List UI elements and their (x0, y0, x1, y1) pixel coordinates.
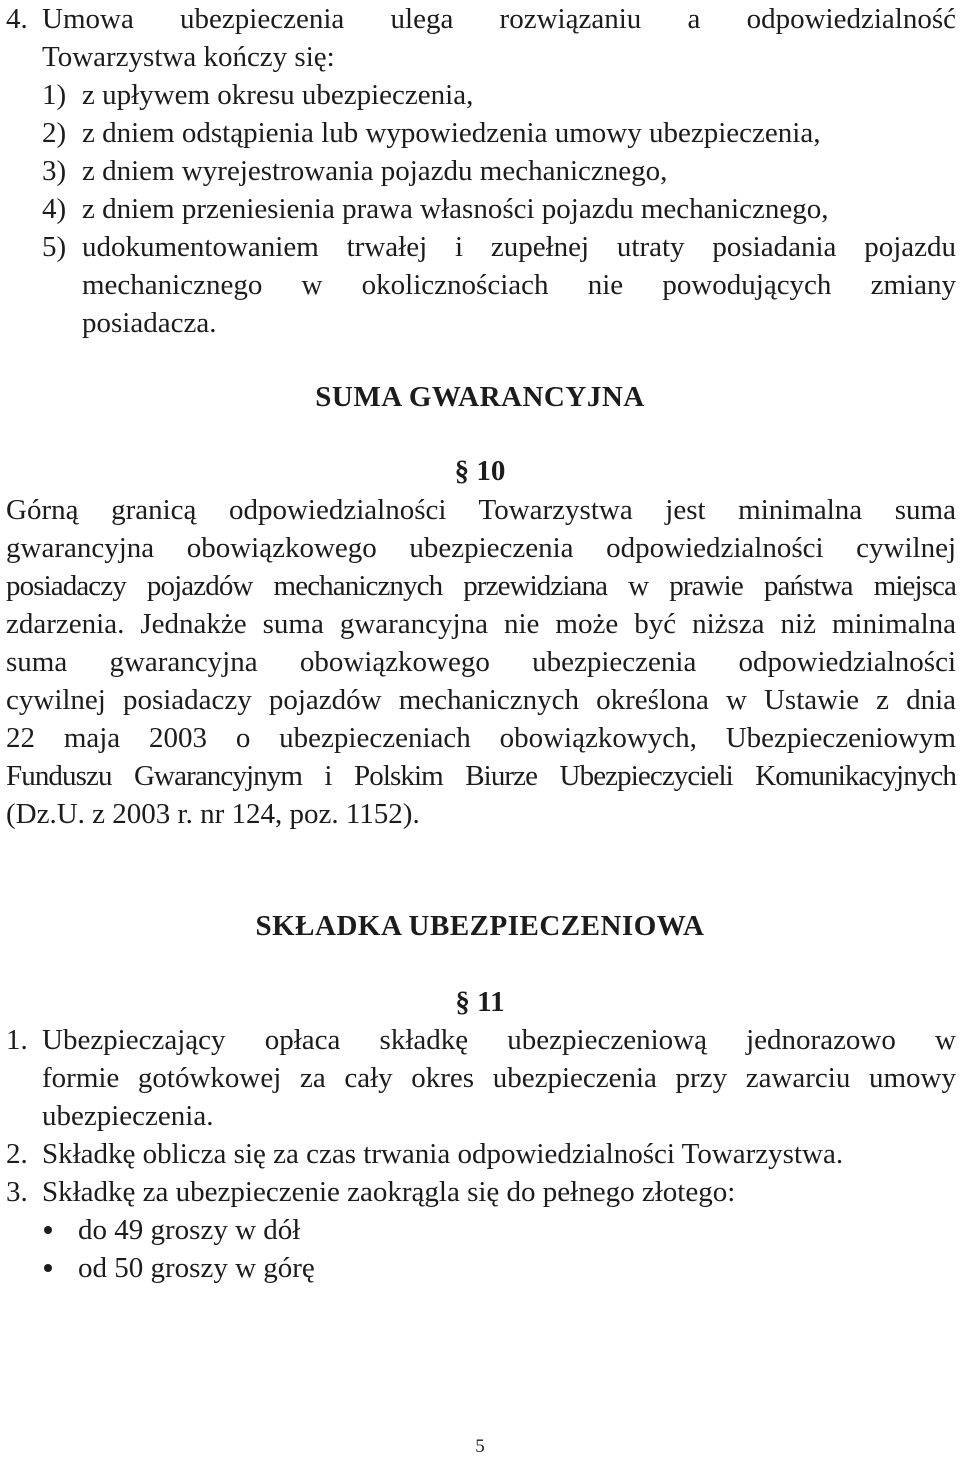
body-line: 22 maja 2003 o ubezpieczeniach obowiązkowych, Ubezpieczeniowym (6, 722, 956, 754)
subitem-5 (42, 228, 956, 342)
numbered-item-line: Ubezpieczający opłaca składkę ubezpieczeniową jednorazowo w (42, 1024, 956, 1056)
body-line: suma gwarancyjna obowiązkowego ubezpieczenia odpowiedzialności (6, 646, 956, 678)
numbered-item-line: ubezpieczenia. (42, 1100, 214, 1132)
item-4-first-line (6, 0, 956, 38)
bullet-dot-icon (44, 1264, 52, 1272)
numbered-item-line: formie gotówkowej za cały okres ubezpieczenia przy zawarciu umowy (42, 1062, 956, 1094)
numbered-item-label: 1. (6, 1024, 28, 1056)
body-line: gwarancyjna obowiązkowego ubezpieczenia odpowiedzialności cywilnej (6, 532, 956, 564)
subitem-text: z dniem wyrejestrowania pojazdu mechanicznego, (82, 155, 668, 187)
bullet-item-1 (42, 1211, 956, 1249)
body-line: Funduszu Gwarancyjnym i Polskim Biurze Ubezpieczycieli Komunikacyjnych (6, 760, 956, 792)
subitem-label: 5) (42, 231, 67, 263)
numbered-item-3 (6, 1173, 956, 1211)
body-line: (Dz.U. z 2003 r. nr 124, poz. 1152). (6, 798, 420, 830)
paragraph-sign-10: § 10 (454, 455, 506, 487)
bullet-dot-icon (44, 1226, 52, 1234)
body-line: posiadaczy pojazdów mechanicznych przewidziana w prawie państwa miejsca (6, 570, 956, 602)
subitem-1 (42, 76, 956, 114)
item-4 (6, 0, 956, 342)
section-suma-body (6, 491, 956, 833)
item-4-number: 4. (6, 3, 28, 35)
subitem-text: z dniem przeniesienia prawa własności pojazdu mechanicznego, (82, 193, 829, 225)
subitem-3 (42, 152, 956, 190)
numbered-item-label: 3. (6, 1176, 28, 1208)
subitem-label: 3) (42, 155, 67, 187)
paragraph-sign-11: § 11 (455, 986, 505, 1018)
subitem-label: 1) (42, 79, 67, 111)
subitem-label: 4) (42, 193, 67, 225)
section-heading-skladka-ubezpieczeniowa: SKŁADKA UBEZPIECZENIOWA (255, 910, 705, 942)
bullet-item-2 (42, 1249, 956, 1287)
numbered-item-label: 2. (6, 1138, 28, 1170)
item-4-text-line-2: Towarzystwa kończy się: (42, 41, 335, 73)
section-skladka-body (6, 1021, 956, 1287)
subitem-text-line: udokumentowaniem trwałej i zupełnej utraty posiadania pojazdu (82, 231, 956, 263)
subitem-label: 2) (42, 117, 67, 149)
numbered-item-line: Składkę oblicza się za czas trwania odpowiedzialności Towarzystwa. (42, 1138, 844, 1170)
body-line: Górną granicą odpowiedzialności Towarzystwa jest minimalna suma (6, 494, 956, 526)
item-4-text-line-1: Umowa ubezpieczenia ulega rozwiązaniu a odpowiedzialność (42, 3, 956, 35)
body-line: zdarzenia. Jednakże suma gwarancyjna nie może być niższa niż minimalna (6, 608, 956, 640)
subitem-text-line: posiadacza. (82, 307, 217, 339)
numbered-item-line: Składkę za ubezpieczenie zaokrągla się do pełnego złotego: (42, 1176, 736, 1208)
numbered-item-2 (6, 1135, 956, 1173)
bullet-text: od 50 groszy w górę (78, 1252, 315, 1284)
page-number: 5 (475, 1436, 485, 1457)
subitem-text-line: mechanicznego w okolicznościach nie powodujących zmiany (82, 269, 956, 301)
subitem-2 (42, 114, 956, 152)
body-line: cywilnej posiadaczy pojazdów mechanicznych określona w Ustawie z dnia (6, 684, 956, 716)
section-heading-suma-gwarancyjna: SUMA GWARANCYJNA (315, 381, 645, 413)
subitem-text: z upływem okresu ubezpieczenia, (82, 79, 474, 111)
subitem-text: z dniem odstąpienia lub wypowiedzenia umowy ubezpieczenia, (82, 117, 821, 149)
numbered-item-1 (6, 1021, 956, 1135)
subitem-4 (42, 190, 956, 228)
bullet-text: do 49 groszy w dół (78, 1214, 301, 1246)
